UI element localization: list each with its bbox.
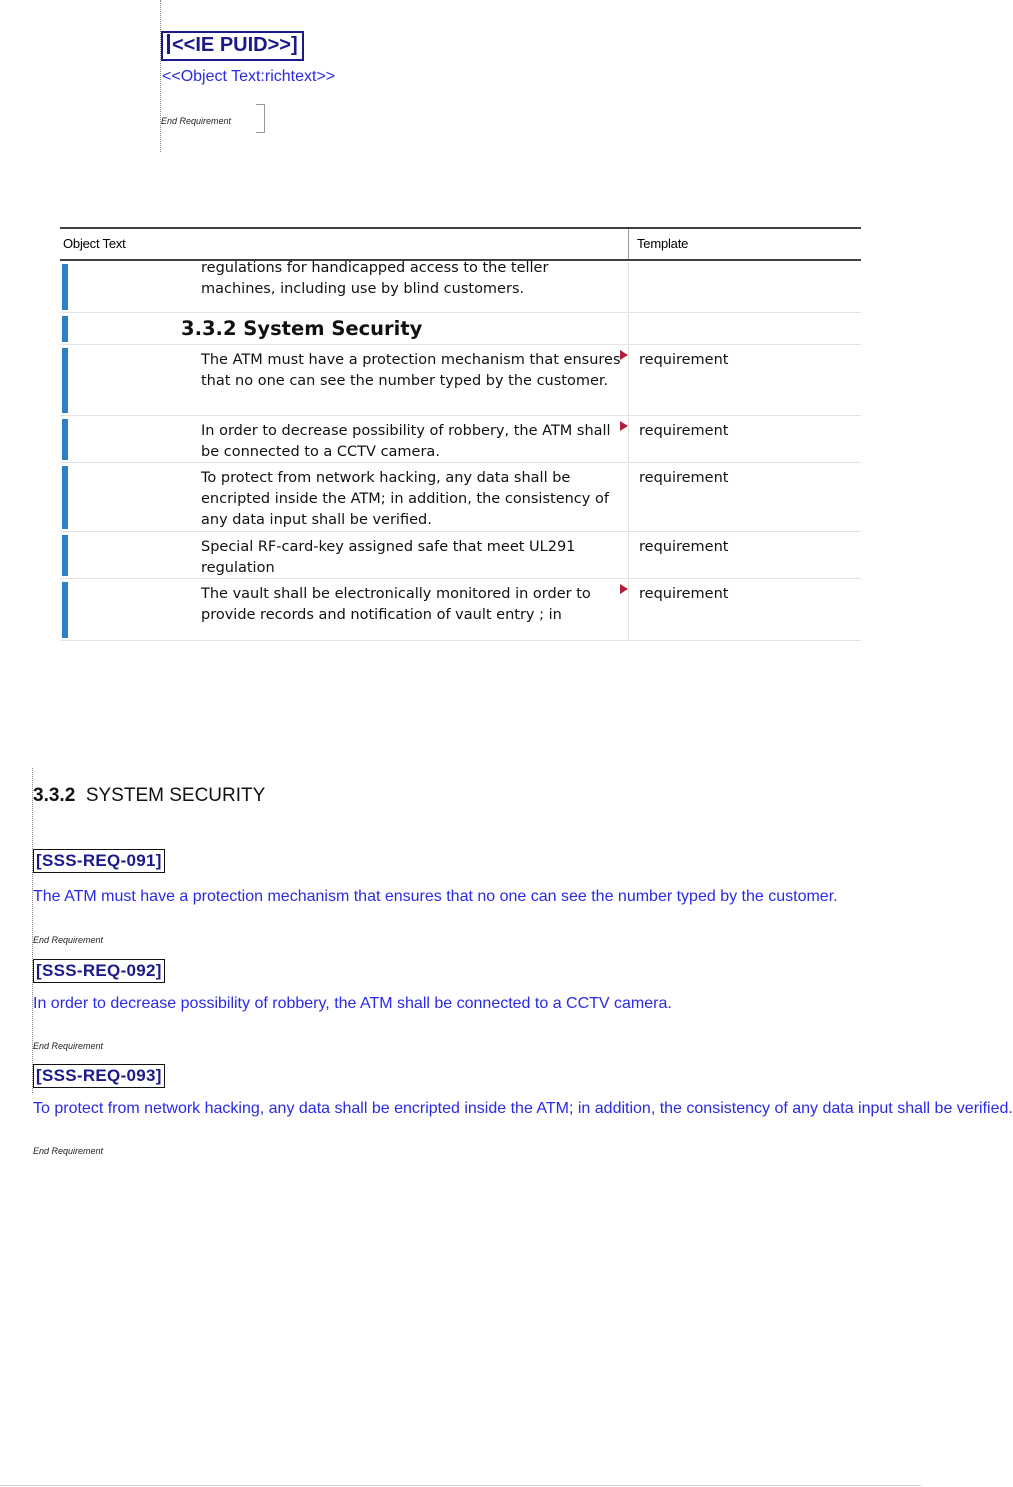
change-marker-icon[interactable] — [620, 584, 628, 594]
row-level-bar — [62, 582, 68, 638]
requirements-grid[interactable] — [60, 227, 861, 623]
requirement-text: To protect from network hacking, any data shall be encripted inside the ATM; in addition, the consistency of any data input shall be verified. — [33, 1100, 1013, 1117]
row-level-bar — [62, 316, 68, 342]
column-divider — [628, 417, 629, 462]
grid-header — [60, 229, 861, 261]
page-bottom-edge — [0, 1485, 921, 1486]
row-level-bar — [62, 348, 68, 413]
column-divider — [628, 533, 629, 578]
grid-row-heading[interactable] — [60, 314, 861, 345]
grid-row[interactable] — [60, 262, 861, 313]
column-divider — [628, 262, 629, 312]
row-level-bar — [62, 535, 68, 576]
grid-row[interactable] — [60, 464, 861, 532]
requirement-text: The ATM must have a protection mechanism that ensures that no one can see the number typed by the customer. — [33, 888, 838, 905]
template-cell[interactable]: requirement — [639, 352, 729, 368]
row-level-bar — [62, 264, 68, 310]
object-text-cell[interactable]: Special RF-card-key assigned safe that meet UL291 regulation — [201, 539, 576, 576]
export-preview — [0, 760, 1013, 1117]
template-cell[interactable]: requirement — [639, 423, 729, 439]
object-text-cell[interactable]: In order to decrease possibility of robbery, the ATM shall be connected to a CCTV camera. — [201, 423, 611, 460]
template-cell[interactable]: requirement — [639, 586, 729, 602]
requirement-puid: [SSS-REQ-092] — [33, 959, 165, 983]
requirement-text: In order to decrease possibility of robbery, the ATM shall be connected to a CCTV camera. — [33, 995, 672, 1012]
column-divider — [628, 346, 629, 415]
column-divider — [628, 314, 629, 344]
column-header-object-text[interactable]: Object Text — [63, 236, 126, 251]
field-left-bracket — [167, 34, 170, 54]
template-puid-text: <<IE PUID>>] — [172, 34, 298, 56]
heading-cell[interactable]: 3.3.2 System Security — [181, 317, 423, 340]
template-cell[interactable]: requirement — [639, 470, 729, 486]
requirement-puid: [SSS-REQ-091] — [33, 849, 165, 873]
section-heading — [33, 785, 265, 807]
column-header-template[interactable]: Template — [628, 229, 867, 259]
template-cell[interactable]: requirement — [639, 539, 729, 555]
column-divider — [628, 580, 629, 640]
grid-row[interactable] — [60, 346, 861, 416]
object-text-cell[interactable]: To protect from network hacking, any data shall be encripted inside the ATM; in addition, the consistency of any data input shall be verified. — [201, 470, 609, 528]
object-text-cell[interactable]: The vault shall be electronically monitored in order to provide records and notification of vault entry ; in — [201, 586, 591, 623]
grid-row[interactable] — [60, 580, 861, 641]
template-object-text-field[interactable]: <<Object Text:richtext>> — [162, 68, 336, 85]
column-divider — [628, 464, 629, 531]
end-requirement-label: End Requirement — [33, 1146, 104, 1156]
end-requirement-label: End Requirement — [33, 1041, 104, 1051]
change-marker-icon[interactable] — [620, 350, 628, 360]
template-puid-field[interactable] — [161, 31, 304, 61]
end-requirement-label: End Requirement — [33, 935, 104, 945]
section-title: SYSTEM SECURITY — [85, 785, 266, 806]
row-level-bar — [62, 419, 68, 460]
grid-row[interactable] — [60, 417, 861, 463]
template-margin-line — [160, 0, 161, 152]
template-end-requirement: End Requirement — [161, 116, 232, 126]
object-text-cell[interactable]: The ATM must have a protection mechanism that ensures that no one can see the number typed by the customer. — [201, 352, 621, 389]
change-marker-icon[interactable] — [620, 421, 628, 431]
requirement-puid: [SSS-REQ-093] — [33, 1064, 165, 1088]
row-level-bar — [62, 466, 68, 529]
section-number: 3.3.2 — [33, 785, 76, 806]
grid-row[interactable] — [60, 533, 861, 579]
object-text-cell[interactable]: regulations for handicapped access to the teller machines, including use by blind customers. — [201, 260, 549, 297]
template-end-bracket — [256, 104, 265, 133]
